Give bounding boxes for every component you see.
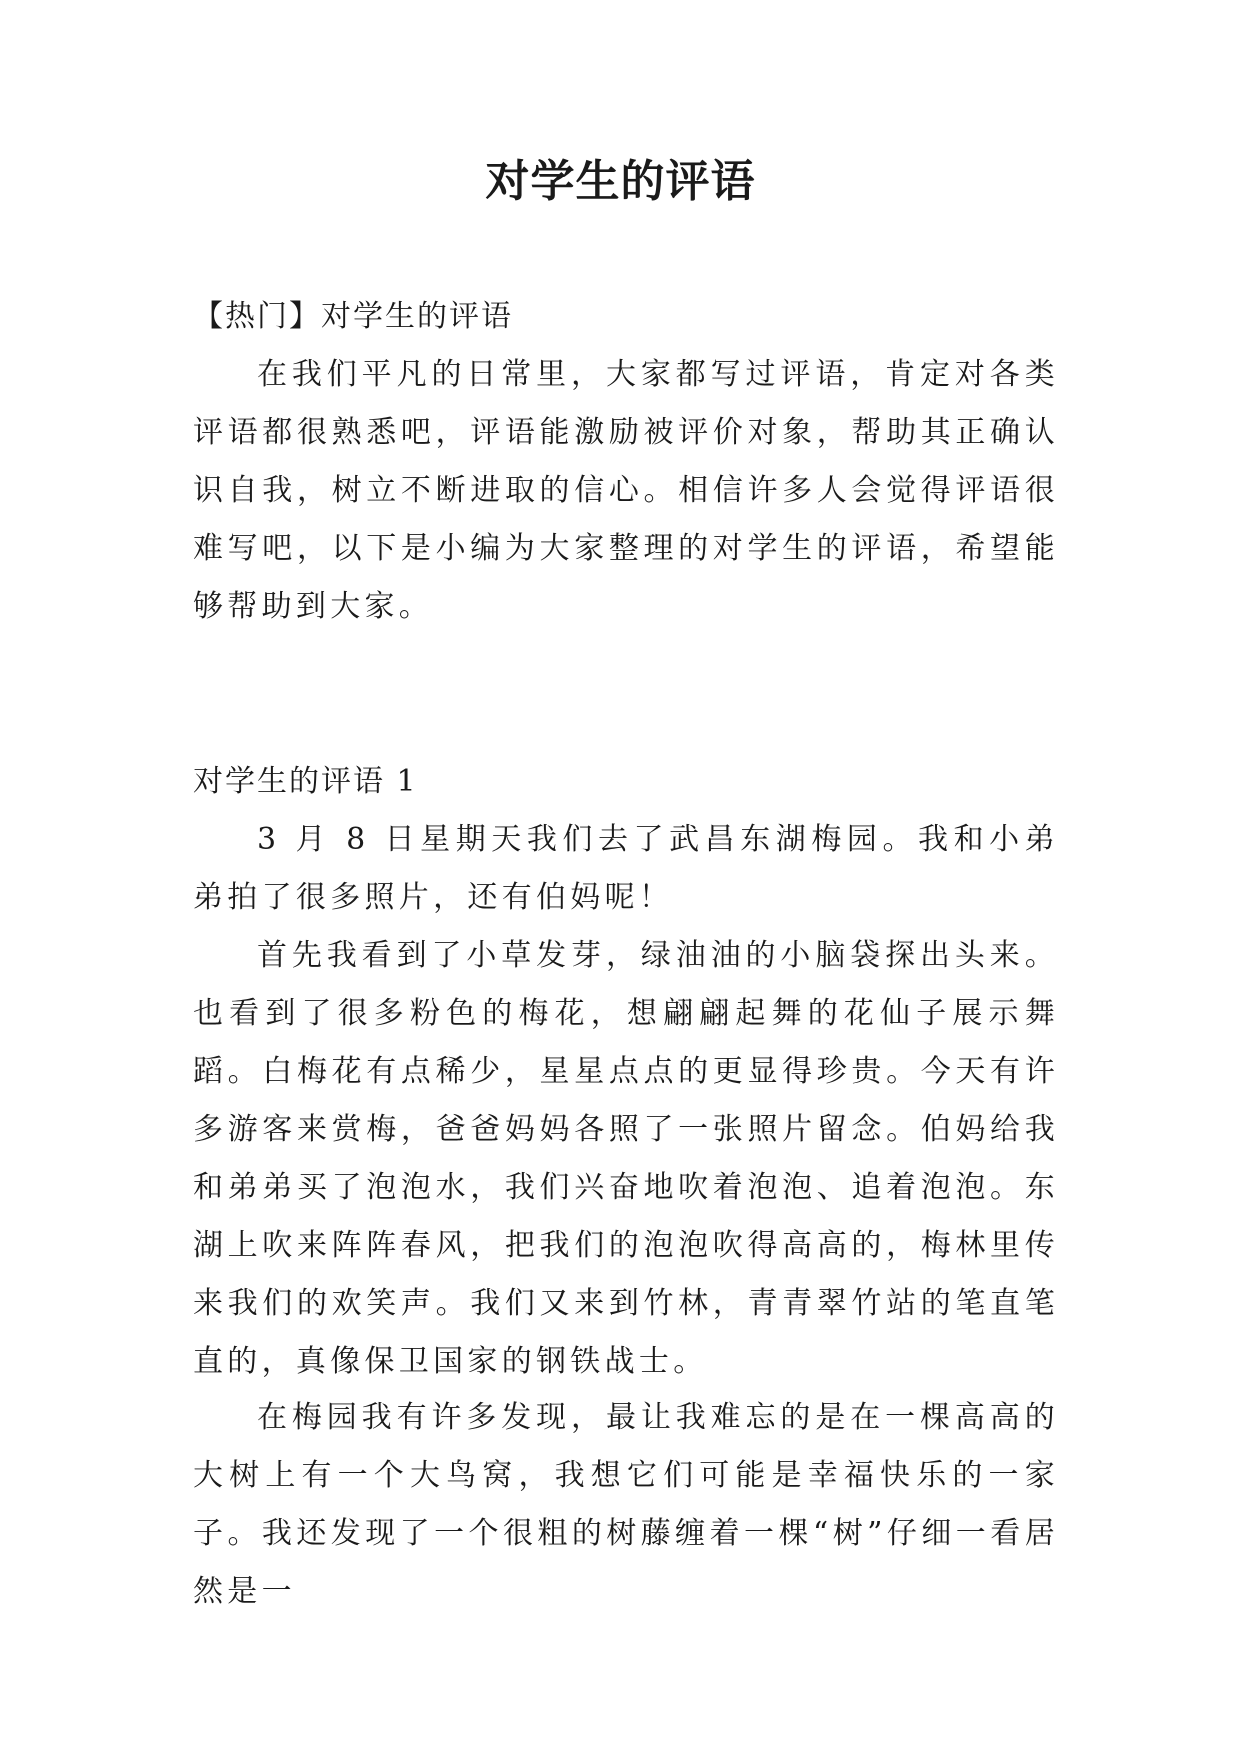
section-heading: 对学生的评语 1 [193, 764, 418, 799]
body-paragraph: 3 月 8 日星期天我们去了武昌东湖梅园。我和小弟弟拍了很多照片，还有伯妈呢！ [193, 822, 1059, 915]
document-title: 对学生的评语 [485, 156, 756, 207]
body-paragraph: 在梅园我有许多发现，最让我难忘的是在一棵高高的大树上有一个大鸟窝，我想它们可能是幸福快乐的一家子。我还发现了一个很粗的树藤缠着一棵“树”仔细一看居然是一 [193, 1400, 1059, 1609]
body-paragraph: 首先我看到了小草发芽，绿油油的小脑袋探出头来。也看到了很多粉色的梅花，想翩翩起舞的花仙子展示舞蹈。白梅花有点稀少，星星点点的更显得珍贵。今天有许多游客来赏梅，爸爸妈妈各照了一张照片留念。伯妈给我和弟弟买了泡泡水，我们兴奋地吹着泡泡、追着泡泡。东湖上吹来阵阵春风，把我们的泡泡吹得高高的，梅林里传来我们的欢笑声。我们又来到竹林，青青翠竹站的笔直笔直的，真像保卫国家的钢铁战士。 [193, 938, 1059, 1379]
intro-paragraph: 在我们平凡的日常里，大家都写过评语，肯定对各类评语都很熟悉吧，评语能激励被评价对象，帮助其正确认识自我，树立不断进取的信心。相信许多人会觉得评语很难写吧，以下是小编为大家整理的对学生的评语，希望能够帮助到大家。 [193, 357, 1059, 624]
tag-line: 【热门】对学生的评语 [193, 299, 513, 334]
